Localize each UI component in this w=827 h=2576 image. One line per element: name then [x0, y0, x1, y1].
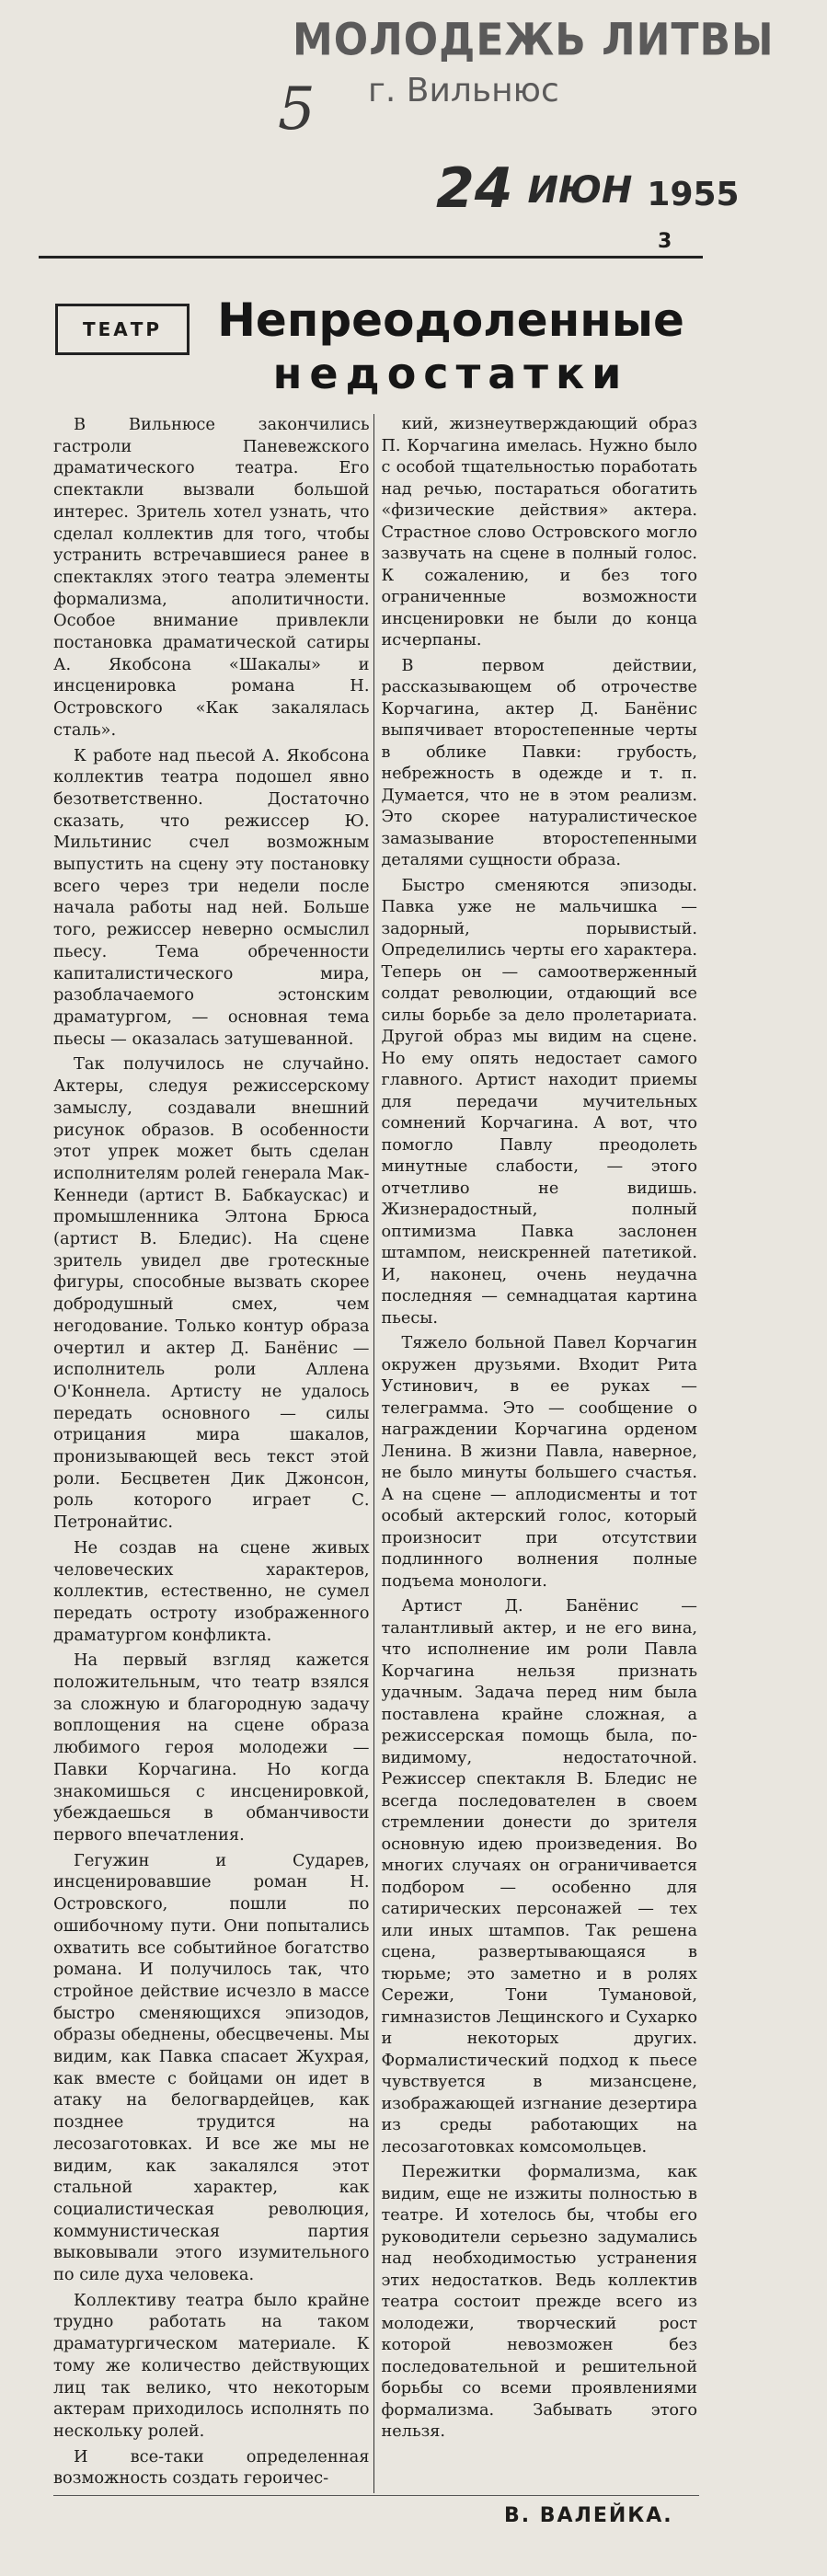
paragraph: кий, жизнеутверждающий образ П. Корчагина имелась. Нужно было с особой тщательностью поработать над речью, постараться обогатить «физические действия» актера. Страстное слово Островского могло зазвучать на сцене в полный голос. К сожалению, и без того ограниченные возможности инсценировки не были до конца исчерпаны. — [381, 415, 697, 650]
date-year: 1955 — [647, 176, 740, 213]
handwritten-mark: 5 — [278, 75, 316, 144]
paragraph: Коллективу театра было крайне трудно работать на таком драматургическом материале. К тому же количество действующих лиц так велико, что некоторым актерам приходилось исполнять по нескольку ролей. — [53, 2290, 370, 2441]
article-headline — [202, 293, 699, 399]
author-signature: В. ВАЛЕЙКА. — [504, 2504, 673, 2527]
rubric-label: ТЕАТР — [55, 304, 190, 355]
newspaper-name-stamp: МОЛОДЕЖЬ ЛИТВЫ — [293, 14, 775, 66]
date-day: 24 — [436, 156, 513, 221]
paragraph: В Вильнюсе закончились гастроли Паневежского драматического театра. Его спектакли вызвали большой интерес. Зритель хотел узнать, что сделал коллектив для того, чтобы устранить встречавшиеся ранее в спектаклях этого театра элементы формализма, аполитичности. Особое внимание привлекли постановка драматической сатиры А. Якобсона «Шакалы» и инсценировка романа Н. Островского «Как закалялась сталь». — [53, 415, 370, 740]
paragraph: На первый взгляд кажется положительным, что театр взялся за сложную и благородную задачу воплощения на сцене образа любимого героя молодежи — Павки Корчагина. Но когда знакомишься с инсценировкой, убеждаешься в обманчивости первого впечатления. — [53, 1650, 370, 1845]
article-body — [53, 414, 697, 2493]
headline-line-1: Непреодоленные — [217, 293, 684, 347]
text-column-left — [53, 414, 370, 2493]
headline-line-2: недостатки — [272, 349, 629, 398]
paragraph: Не создав на сцене живых человеческих характеров, коллектив, естественно, не сумел передать остроту изображенного драматургом конфликта. — [53, 1537, 370, 1645]
paragraph: Тяжело больной Павел Корчагин окружен друзьями. Входит Рита Устинович, в ее руках — телеграмма. Это — сообщение о награждении Корчагина орденом Ленина. В жизни Павла, наверное, не было минуты большего счастья. А на сцене — аплодисменты и тот особый актерский голос, который произносит при отсутствии подлинного волнения полные подъема монологи. — [381, 1334, 697, 1591]
paragraph: Пережитки формализма, как видим, еще не изжиты полностью в театре. И хотелось бы, чтобы его руководители серьезно задумались над необходимостью устранения этих недостатков. Ведь коллектив театра состоит прежде всего из молодежи, творческий рост которой невозможен без последовательной и решительной борьбы со всеми проявлениями формализма. Забывать этого нельзя. — [381, 2163, 697, 2441]
paragraph: Быстро сменяются эпизоды. Павка уже не мальчишка — задорный, порывистый. Определились черты его характера. Теперь он — самоотверженный солдат революции, отдающий все силы борьбе за дело пролетариата. Другой образ мы видим на сцене. Но ему опять недостает самого главного. Артист находит приемы для передачи мучительных сомнений Корчагина. А вот, что помогло Павлу преодолеть минутные слабости, — этого отчетливо не видишь. Жизнерадостный, полный оптимизма Павка заслонен штампом, неискренней патетикой. И, наконец, очень неудачна последняя — семнадцатая картина пьесы. — [381, 876, 697, 1328]
paragraph: К работе над пьесой А. Якобсона коллектив театра подошел явно безответственно. Достаточно сказать, что режиссер Ю. Мильтинис счел возможным выпустить на сцену эту постановку всего через три недели после начала работы над ней. Больше того, режиссер неверно осмыслил пьесу. Тема обреченности капиталистического мира, разоблачаемого эстонским драматургом, — основная тема пьесы — оказалась затушеванной. — [53, 745, 370, 1049]
page-number: 3 — [658, 230, 672, 253]
top-rule — [39, 256, 703, 259]
city-stamp: г. Вильнюс — [368, 72, 559, 109]
paragraph: Артист Д. Банёнис — талантливый актер, и не его вина, что исполнение им роли Павла Корчагина нельзя признать удачным. Задача перед ним была поставлена крайне сложная, а режиссерская помощь была, по-видимому, недостаточной. Режиссер спектакля В. Бледис не всегда последователен в своем стремлении донести до зрителя основную идею произведения. Во многих случаях он ограничивается подбором — особенно для сатирических персонажей — тех или иных штампов. Так решена сцена, развертывающаяся в тюрьме; это заметно и в ролях Сережи, Тони Тумановой, гимназистов Лещинского и Сухарко и некоторых других. Формалистический подход к пьесе чувствуется в мизансцене, изображающей изгнание дезертира из среды работающих на лесозаготовках комсомольцев. — [381, 1597, 697, 2156]
date-stamp — [436, 156, 740, 221]
column-divider — [373, 414, 382, 2493]
paragraph: Гегужин и Сударев, инсценировавшие роман Н. Островского, пошли по ошибочному пути. Они попытались охватить все событийное богатство романа. И получилось так, что стройное действие исчезло в массе быстро сменяющихся эпизодов, образы обеднены, обесцвечены. Мы видим, как Павка спасает Жухрая, как вместе с бойцами он идет в атаку на белогвардейцев, как позднее трудится на лесозаготовках. И все же мы не видим, как закалялся этот стальной характер, как социалистическая революция, коммунистическая партия выковывали этого изумительного по силе духа человека. — [53, 1850, 370, 2285]
paragraph: И все-таки определенная возможность создать героичес- — [53, 2446, 370, 2489]
text-column-right — [381, 414, 697, 2493]
bottom-rule — [53, 2495, 699, 2496]
date-month: ИЮН — [527, 169, 633, 212]
paragraph: В первом действии, рассказывающем об отрочестве Корчагина, актер Д. Банёнис выпячивает второстепенные черты в облике Павки: грубость, небрежность в одежде и т. п. Думается, что не в этом реализм. Это скорее натуралистическое замазывание второстепенными деталями сущности образа. — [381, 656, 697, 869]
paragraph: Так получилось не случайно. Актеры, следуя режиссерскому замыслу, создавали внешний рисунок образов. В особенности этот упрек может быть сделан исполнителям ролей генерала Мак-Кеннеди (артист В. Бабкаускас) и промышленника Элтона Брюса (артист В. Бледис). На сцене зритель увидел две гротескные фигуры, способные вызвать скорее добродушный смех, чем негодование. Только контур образа очертил и актер Д. Банёнис — исполнитель роли Аллена О'Коннела. Артисту не удалось передать основного — силы отрицания мира шакалов, пронизывающей весь текст этой роли. Бесцветен Дик Джонсон, роль которого играет С. Петронайтис. — [53, 1054, 370, 1533]
